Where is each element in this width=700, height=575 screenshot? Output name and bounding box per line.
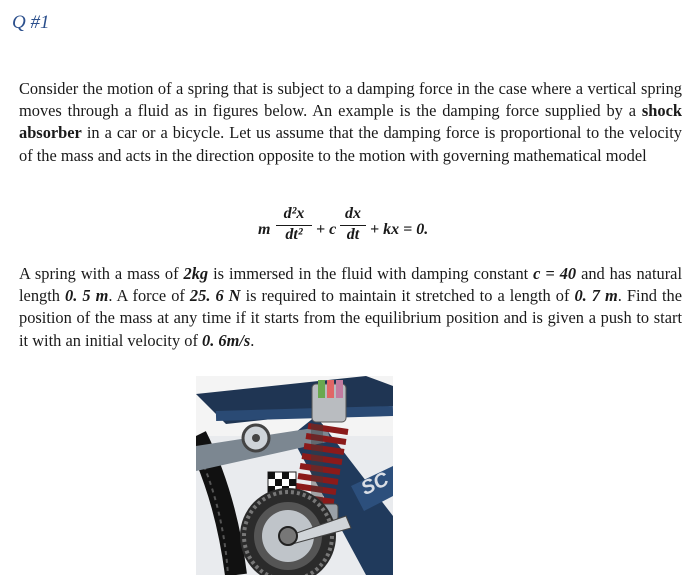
problem-paragraph-2 [19, 263, 682, 352]
eq-frac1-num: d²x [283, 205, 305, 222]
eq-fraction-first-derivative [340, 205, 366, 244]
bicycle-suspension-illustration [196, 376, 393, 575]
p2-text-6: . Find the position of the mass at any time if it starts from the equilibrium position and is given a push to start it with an initial velocity of [19, 286, 683, 350]
p2-text-5: is required to maintain it stretched to a length of [245, 286, 570, 306]
eq-frac1-den: dt² [285, 226, 303, 243]
p2-force: 25. 6 N [189, 286, 241, 306]
problem-paragraph-1 [19, 78, 682, 167]
eq-tail: + kx = 0. [370, 221, 429, 238]
p1-bold-term: shock absorber [19, 101, 682, 143]
eq-frac2-num: dx [345, 205, 361, 222]
eq-fraction-second-derivative [276, 205, 312, 244]
frame-brand-text: SC [357, 468, 393, 500]
p2-text-7: . [250, 330, 255, 350]
p2-text-3: and has natural length [19, 264, 682, 306]
shock-absorber-photo [196, 376, 393, 575]
eq-m: m [258, 221, 271, 238]
eq-plus-c: + c [316, 221, 337, 238]
p2-mass: 2kg [183, 264, 209, 283]
p2-natural-length: 0. 5 m [65, 286, 109, 306]
p2-stretched-length: 0. 7 m [574, 286, 618, 306]
p2-text-2: is immersed in the fluid with damping constant [213, 264, 529, 283]
p2-text-1: A spring with a mass of [19, 264, 179, 283]
question-title: Q #1 [12, 12, 50, 33]
p1-text-2: in a car or a bicycle. Let us assume that the damping force is proportional to the velocity of the mass and acts in the direction opposite to the motion with governing mathematical model [19, 123, 682, 165]
eq-frac2-den: dt [346, 226, 360, 243]
governing-equation [258, 205, 458, 255]
p2-initial-velocity: 0. 6m/s [202, 330, 251, 350]
p2-damping-constant: c = 40 [533, 264, 577, 283]
p2-text-4: . A force of [108, 286, 185, 306]
p1-text-1: Consider the motion of a spring that is subject to a damping force in the case where a vertical spring moves through a fluid as in figures below. An example is the damping force supplied by a [19, 79, 682, 121]
